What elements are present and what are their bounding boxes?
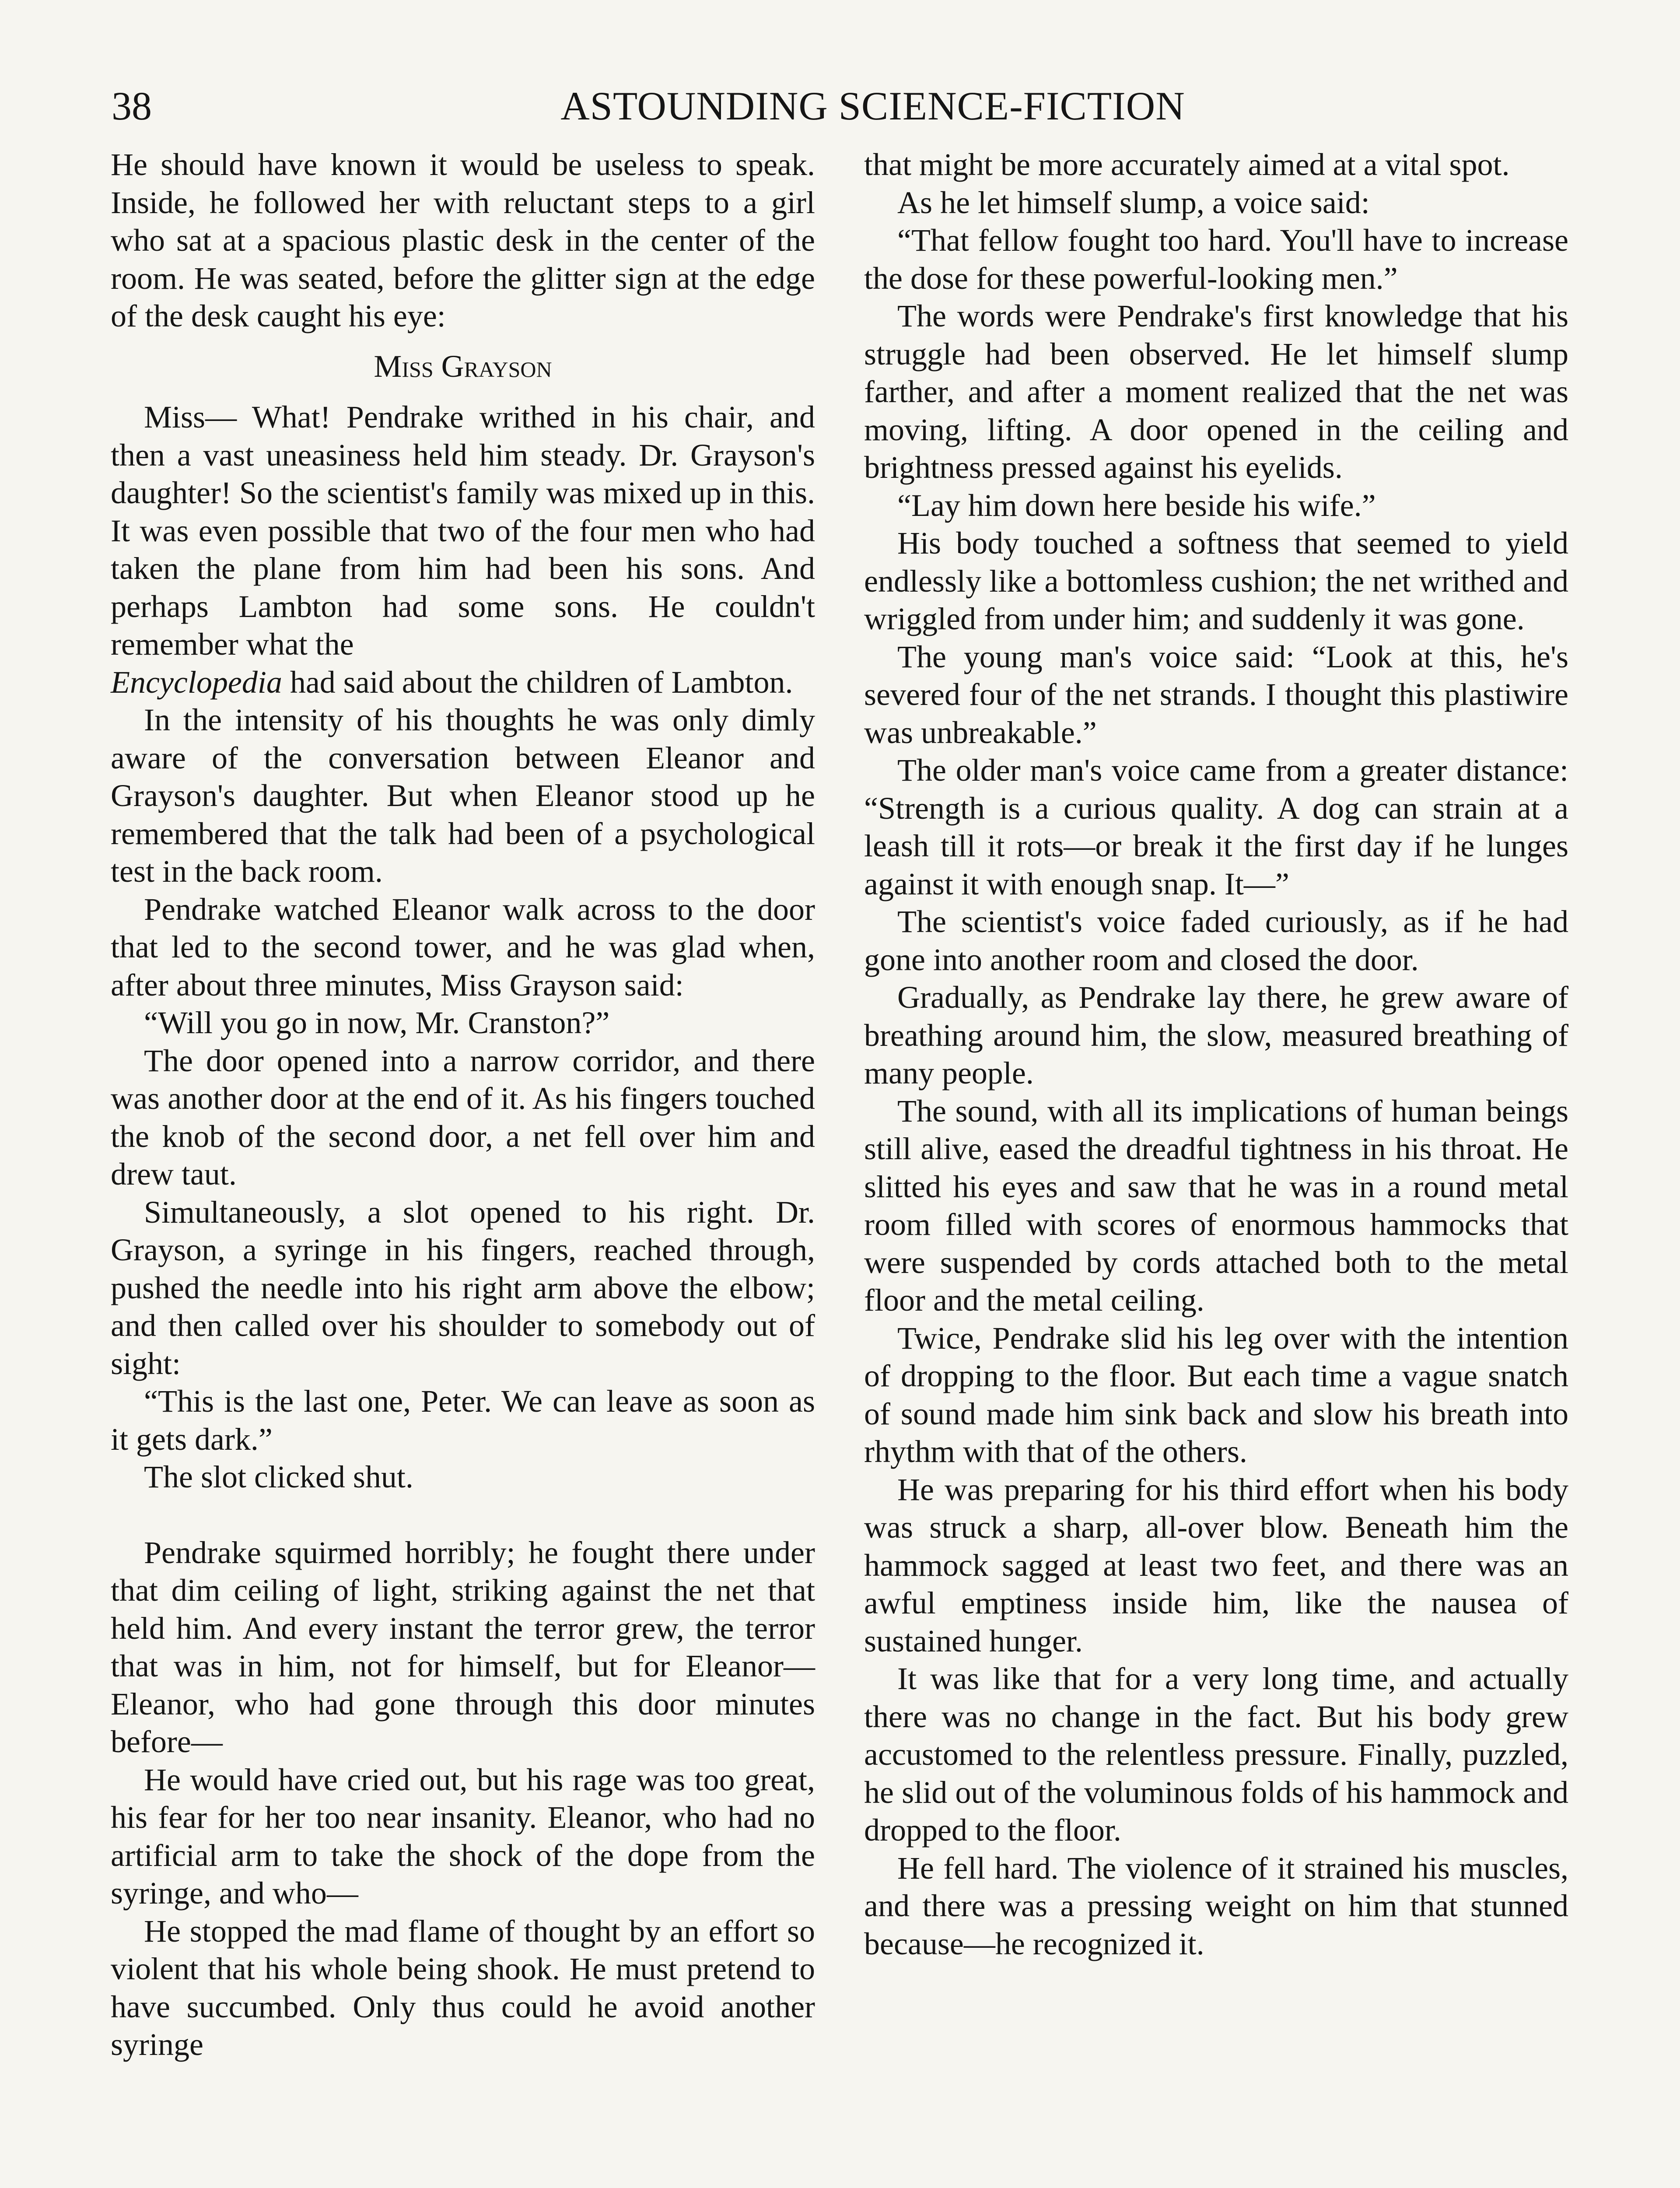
page-number: 38 <box>112 84 152 128</box>
paragraph: Miss— What! Pendrake writhed in his chair, and then a vast uneasiness held him steady. Dr. Grayson's daughter! So the scientist's family was mixed up in this. It was even possible that two of the four men who had taken the plane from him had been his sons. And perhaps Lambton had some sons. He couldn't remember what the <box>111 400 815 662</box>
right-column <box>864 146 1568 1963</box>
running-title: ASTOUNDING SCIENCE-FICTION <box>560 84 1185 128</box>
paragraph: He stopped the mad flame of thought by an effort so violent that his whole being shook. He must pretend to have succumbed. Only thus could he avoid another syringe <box>111 1913 815 2062</box>
paragraph-text: had said about the children of Lambton. <box>282 664 793 700</box>
paragraph: He was preparing for his third effort when his body was struck a sharp, all-over blow. Beneath him the hammock sagged at least two feet, and there was an awful emptiness inside him, like the nausea of sustained hunger. <box>864 1472 1568 1659</box>
paragraph: The slot clicked shut. <box>144 1459 413 1494</box>
paragraph: “That fellow fought too hard. You'll have to increase the dose for these powerful-looking men.” <box>864 223 1568 296</box>
paragraph: The door opened into a narrow corridor, and there was another door at the end of it. As his fingers touched the knob of the second door, a net fell over him and drew taut. <box>111 1043 815 1192</box>
paragraph: Twice, Pendrake slid his leg over with the intention of dropping to the floor. But each time a vague snatch of sound made him sink back and slow his breath into rhythm with that of the others. <box>864 1320 1568 1469</box>
paragraph: He would have cried out, but his rage was too great, his fear for her too near insanity. Eleanor, who had no artificial arm to take the shock of the dope from the syringe, and who— <box>111 1762 815 1911</box>
italic-title: Encyclopedia <box>111 664 282 700</box>
paragraph: He fell hard. The violence of it strained his muscles, and there was a pressing weight on him that stunned because—he recognized it. <box>864 1850 1568 1961</box>
paragraph: Simultaneously, a slot opened to his right. Dr. Grayson, a syringe in his fingers, reached through, pushed the needle into his right arm above the elbow; and then called over his shoulder to somebody out of sight: <box>111 1194 815 1381</box>
paragraph: The young man's voice said: “Look at this, he's severed four of the net strands. I thought this plastiwire was unbreakable.” <box>864 639 1568 750</box>
paragraph: He should have known it would be useless to speak. Inside, he followed her with reluctant steps to a girl who sat at a spacious plastic desk in the center of the room. He was seated, before the glitter sign at the edge of the desk caught his eye: <box>111 147 815 333</box>
paragraph: “Lay him down here beside his wife.” <box>897 487 1376 523</box>
paragraph: His body touched a softness that seemed to yield endlessly like a bottomless cushion; the net writhed and wriggled from under him; and suddenly it was gone. <box>864 526 1568 636</box>
page-header <box>112 80 1634 132</box>
paragraph: Pendrake watched Eleanor walk across to the door that led to the second tower, and he was glad when, after about three minutes, Miss Grayson said: <box>111 891 815 1003</box>
paragraph: In the intensity of his thoughts he was only dimly aware of the conversation between Eleanor and Grayson's daughter. But when Eleanor stood up he remembered that the talk had been of a psychological test in the back room. <box>111 702 815 889</box>
paragraph: The older man's voice came from a greater distance: “Strength is a curious quality. A dog can strain at a leash till it rots—or break it the first day if he lunges against it with enough snap. It—” <box>864 753 1568 901</box>
paragraph: Gradually, as Pendrake lay there, he grew aware of breathing around him, the slow, measured breathing of many people. <box>864 980 1568 1090</box>
paragraph: Pendrake squirmed horribly; he fought there under that dim ceiling of light, striking against the net that held him. And every instant the terror grew, the terror that was in him, not for himself, but for Eleanor— Eleanor, who had gone through this door minutes before— <box>111 1535 815 1759</box>
paragraph: The scientist's voice faded curiously, as if he had gone into another room and closed the door. <box>864 904 1568 977</box>
paragraph: “This is the last one, Peter. We can leave as soon as it gets dark.” <box>111 1384 815 1457</box>
sign-caption: Miss Grayson <box>374 348 552 384</box>
paragraph: It was like that for a very long time, and actually there was no change in the fact. But his body grew accustomed to the relentless pressure. Finally, puzzled, he slid out of the voluminous folds of his hammock and dropped to the floor. <box>864 1661 1568 1848</box>
paragraph: that might be more accurately aimed at a vital spot. <box>864 147 1510 182</box>
paragraph: As he let himself slump, a voice said: <box>897 185 1370 220</box>
paragraph: The sound, with all its implications of human beings still alive, eased the dreadful tightness in his throat. He slitted his eyes and saw that he was in a round metal room filled with scores of enormous hammocks that were suspended by cords attached both to the metal floor and the metal ceiling. <box>864 1093 1568 1318</box>
paragraph: The words were Pendrake's first knowledge that his struggle had been observed. He let himself slump farther, and after a moment realized that the net was moving, lifting. A door opened in the ceiling and brightness pressed against his eyelids. <box>864 298 1568 485</box>
paragraph <box>111 663 815 701</box>
left-column <box>111 146 815 2064</box>
paragraph: “Will you go in now, Mr. Cranston?” <box>144 1005 610 1040</box>
